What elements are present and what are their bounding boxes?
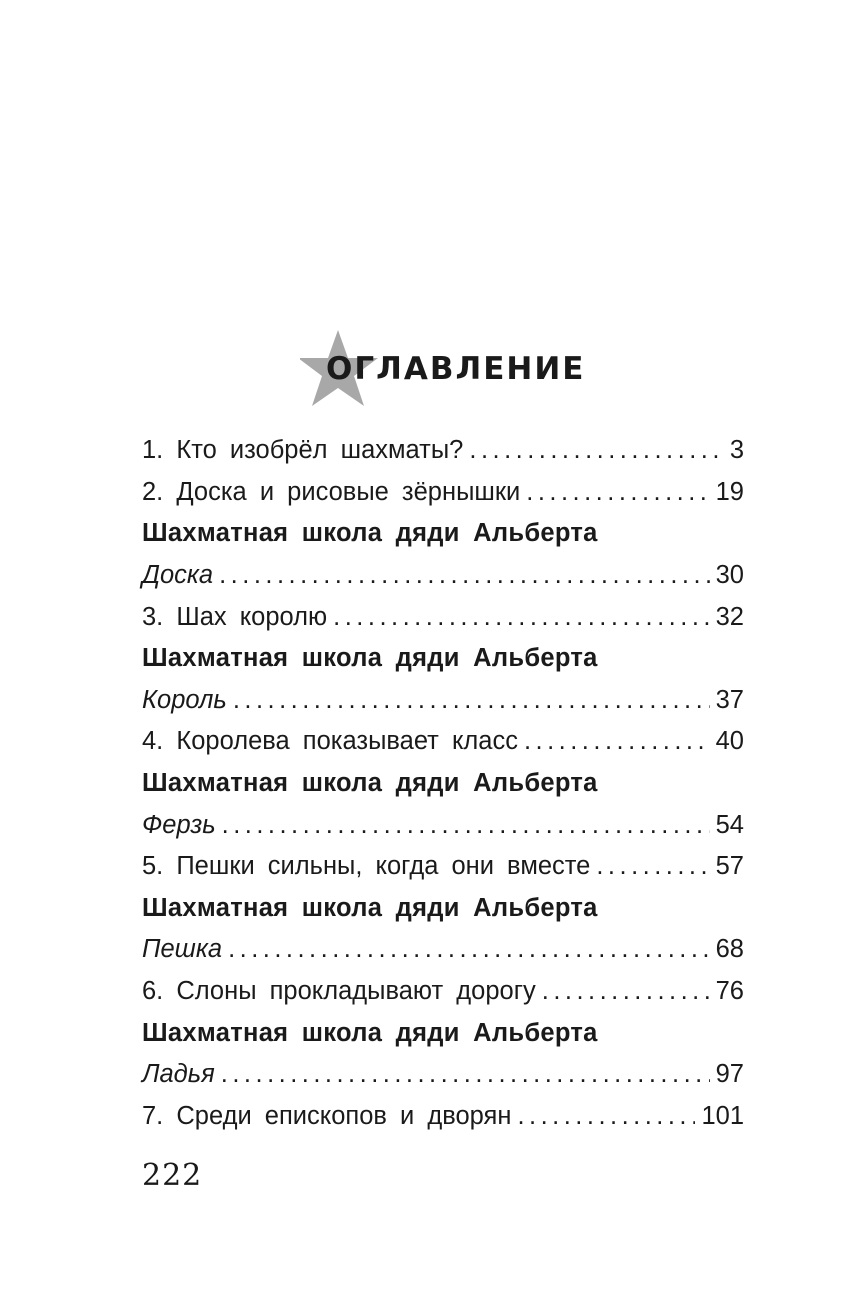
toc-entry-title: Ферзь [142,810,216,839]
page-title: ОГЛАВЛЕНИЕ [326,351,586,387]
toc-entry [142,1054,744,1096]
toc-section-heading: Шахматная школа дяди Альберта [142,893,598,922]
dot-leader [219,561,710,590]
toc-entry-page: 19 [715,477,744,506]
dot-leader [222,811,710,840]
dot-leader [228,935,710,964]
toc-entry [142,472,744,514]
toc-entry-page: 54 [715,810,744,839]
toc-entry [142,929,744,971]
toc-entry-page: 32 [715,602,744,631]
toc-entry-page: 57 [715,852,744,881]
toc-section-heading: Шахматная школа дяди Альберта [142,519,598,548]
dot-leader [469,436,723,465]
toc-entry-page: 3 [729,436,744,465]
toc-entry-title: 6. Слоны прокладывают дорогу [142,977,536,1006]
toc-entry-page: 37 [715,685,744,714]
dot-leader [333,603,709,632]
toc-entry-title: Король [142,685,227,714]
dot-leader [596,852,709,881]
toc-entry-page: 97 [715,1060,744,1089]
dot-leader [221,1060,710,1089]
toc-entry-title: 2. Доска и рисовые зёрнышки [142,477,521,506]
toc-entry-page: 40 [715,727,744,756]
toc-entry [142,846,744,888]
toc-entry-title: 4. Королева показывает класс [142,727,518,756]
toc-entry [142,721,744,763]
toc-entry-title: 3. Шах королю [142,602,328,631]
dot-leader [526,478,709,507]
toc-heading [300,330,586,410]
toc-section-heading: Шахматная школа дяди Альберта [142,644,598,673]
toc-entry [142,430,744,472]
page-number: 222 [142,1158,203,1193]
toc-entry [142,680,744,722]
toc-section-heading: Шахматная школа дяди Альберта [142,1018,598,1047]
toc-entry-title: Доска [142,561,214,590]
dot-leader [524,727,710,756]
toc-section-heading: Шахматная школа дяди Альберта [142,769,598,798]
dot-leader [517,1102,695,1131]
toc-entry-title: 1. Кто изобрёл шахматы? [142,436,464,465]
toc-entry-title: 7. Среди епископов и дворян [142,1101,512,1130]
dot-leader [233,686,710,715]
table-of-contents [142,430,744,1137]
toc-entry-title: 5. Пешки сильны, когда они вместе [142,852,591,881]
toc-entry [142,596,744,638]
dot-leader [542,977,710,1006]
toc-entry [142,1096,744,1138]
toc-entry-title: Пешка [142,935,223,964]
toc-entry-page: 76 [715,977,744,1006]
toc-entry-page: 30 [715,561,744,590]
toc-entry [142,971,744,1013]
toc-entry [142,804,744,846]
toc-entry-page: 68 [715,935,744,964]
toc-entry [142,555,744,597]
toc-entry-title: Ладья [142,1060,215,1089]
toc-entry-page: 101 [701,1101,744,1130]
